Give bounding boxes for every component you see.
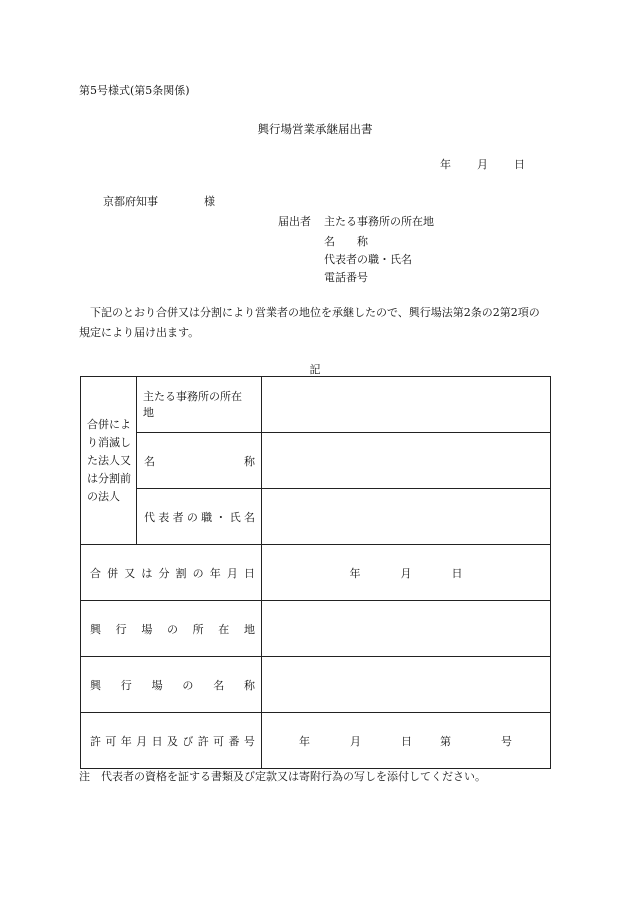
permit-day: 日 (401, 734, 412, 748)
permit-value[interactable] (262, 713, 551, 769)
filer-label: 届出者 (278, 215, 311, 228)
honorific: 様 (204, 195, 215, 208)
permit-year: 年 (299, 734, 310, 748)
date-day: 日 (514, 158, 525, 171)
venue-location-value[interactable] (262, 601, 551, 657)
address-label: 主たる事務所の所在 地 (137, 377, 262, 433)
venue-name-label: 興 行 場 の 名 称 (81, 657, 262, 713)
permit-label: 許 可 年 月 日 及 び 許 可 番 号 (81, 713, 262, 769)
merger-year: 年 (349, 566, 361, 580)
permit-dai: 第 (440, 734, 451, 748)
permit-month: 月 (350, 734, 361, 748)
permit-go: 号 (501, 734, 512, 748)
representative-label: 代 表 者 の 職 ・ 氏 名 (137, 489, 262, 545)
filer-field-address: 主たる事務所の所在地 (324, 215, 434, 228)
venue-name-value[interactable] (262, 657, 551, 713)
dissolved-corporation-label: 合併によ り消滅し た法人又 は分割前 の法人 (81, 377, 137, 545)
date-year: 年 (440, 158, 451, 171)
body-text: 下記のとおり合併又は分割により営業者の地位を承継したので、興行場法第2条の2第2項の規定により届け出ます。 (79, 306, 540, 339)
footnote: 注 代表者の資格を証する書類及び定款又は寄附行為の写しを添付してください。 (79, 770, 486, 783)
address-value[interactable] (262, 377, 551, 433)
notification-table (80, 376, 551, 769)
form-number: 第5号様式(第5条関係) (79, 84, 190, 97)
date-month: 月 (477, 158, 488, 171)
document-title: 興行場営業承継届出書 (257, 122, 373, 136)
name-value[interactable] (262, 433, 551, 489)
merger-month: 月 (400, 566, 412, 580)
filer-field-name: 名 称 (324, 235, 368, 248)
ki-heading: 記 (309, 363, 321, 376)
submission-date (440, 156, 525, 172)
addressee (103, 193, 215, 209)
venue-location-label: 興 行 場 の 所 在 地 (81, 601, 262, 657)
filer-field-representative: 代表者の職・氏名 (324, 253, 412, 266)
name-label: 名 称 (137, 433, 262, 489)
merger-day: 日 (451, 566, 463, 580)
merger-date-label: 合 併 又 は 分 割 の 年 月 日 (81, 545, 262, 601)
addressee-name: 京都府知事 (103, 195, 158, 208)
filer-field-phone: 電話番号 (324, 271, 368, 284)
representative-value[interactable] (262, 489, 551, 545)
merger-date-value[interactable] (262, 545, 551, 601)
